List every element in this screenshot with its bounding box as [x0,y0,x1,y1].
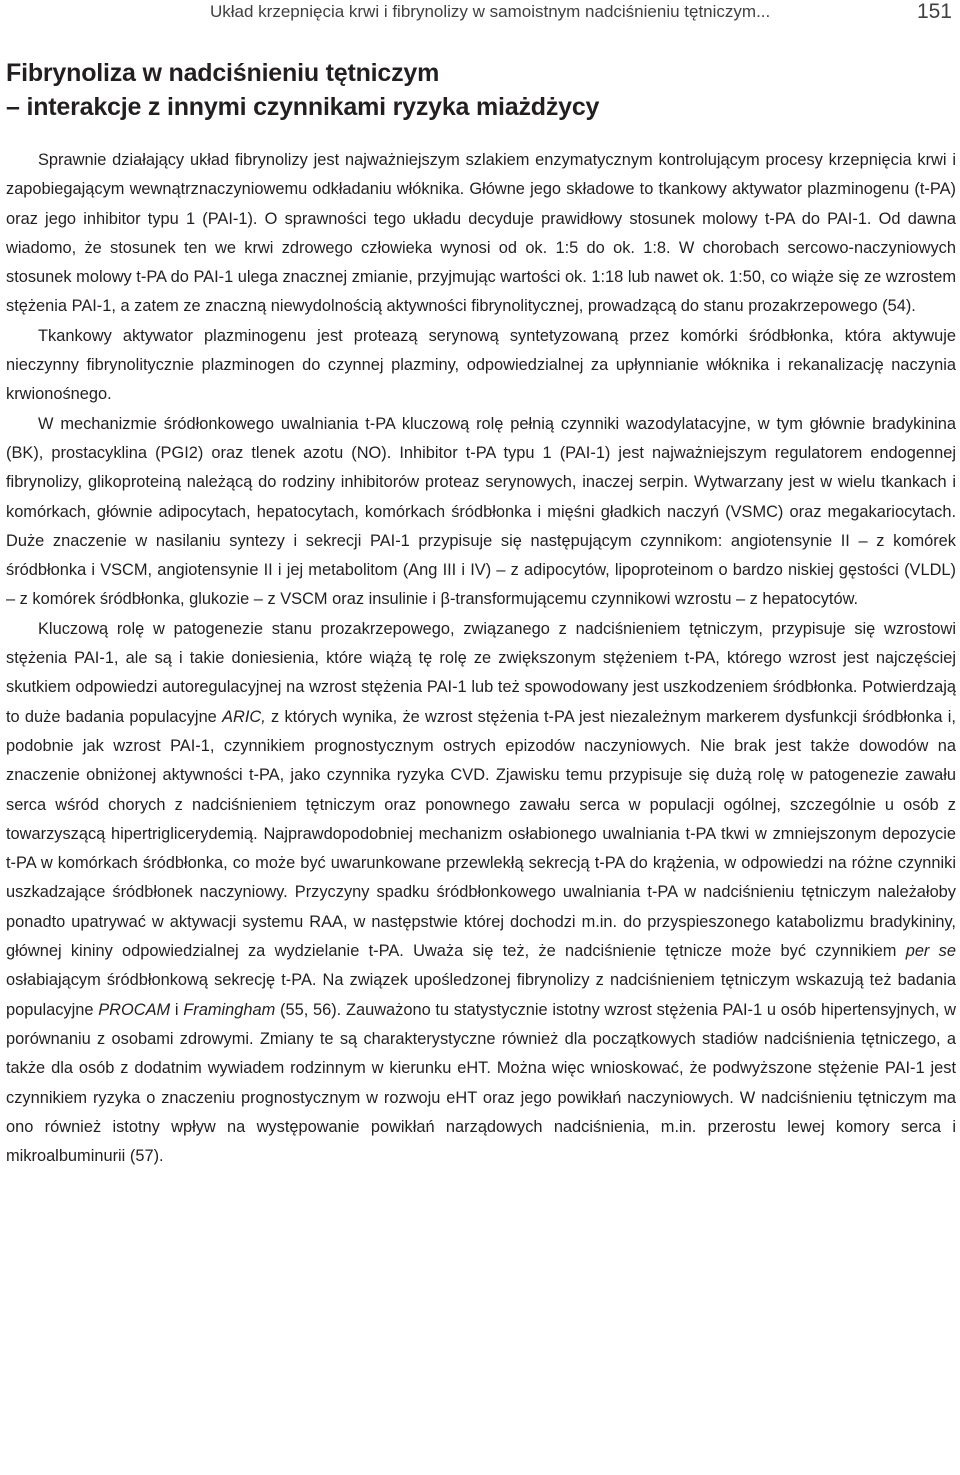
italic-text: Framingham [183,1000,276,1019]
page-number: 151 [916,0,952,23]
running-header [0,0,956,26]
section-title-line-1: Fibrynoliza w nadciśnieniu tętniczym [6,59,440,87]
paragraph [6,322,956,410]
text-run: Sprawnie działający układ fibrynolizy jest najważniejszym szlakiem enzymatycznym kontrolującym procesy krzepnięcia krwi i zapobiegającym wewnątrznaczyniowemu odkładaniu włóknika. Główne jego składowe to tkankowy aktywator plazminogenu (t-PA) oraz jego inhibitor typu 1 (PAI-1). O sprawności tego układu decyduje prawidłowy stosunek molowy t-PA do PAI-1. Od dawna wiadomo, że stosunek ten we krwi zdrowego człowieka wynosi od ok. 1:5 do ok. 1:8. W chorobach sercowo-naczyniowych stosunek molowy t-PA do PAI-1 ulega znacznej zmianie, przyjmując wartości ok. 1:18 lub nawet ok. 1:50, co wiąże się ze wzrostem stężenia PAI-1, a zatem ze znaczną niewydolnością aktywności fibrynolitycznej, prowadzącą do stanu prozakrzepowego (54). [6,151,956,316]
text-run: z których wynika, że wzrost stężenia t-PA jest niezależnym markerem dysfunkcji śródbłonka i, podobnie jak wzrost PAI-1, czynnikiem prognostycznym ostrych epizodów naczyniowych. Nie brak jest także dowodów na znaczenie obniżonej aktywności t-PA, jako czynnika ryzyka CVD. Zjawisku temu przypisuje się dużą rolę w patogenezie zawału serca wśród chorych z nadciśnieniem tętniczym oraz ponownego zawału serca w populacji ogólnej, szczególnie u osób z towarzyszącą hipertriglicerydemią. Najprawdopodobniej mechanizm osłabionego uwalniania t-PA tkwi w zmniejszonym depozycie t-PA w komórkach śródbłonka, co może być uwarunkowane przewlekłą sekrecją t-PA do krążenia, w odpowiedzi na różne czynniki uszkadzające śródbłonek naczyniowy. Przyczyny spadku śródbłonkowego uwalniania t-PA w nadciśnieniu tętniczym należałoby ponadto upatrywać w aktywacji systemu RAA, w następstwie której dochodzi m.in. do przyspieszonego katabolizmu bradykininy, głównej kininy odpowiedzialnej za wydzielanie t-PA. Uważa się też, że nadciśnienie tętnicze może być czynnikiem [6,707,956,961]
body-text [6,146,956,1171]
italic-text: ARIC, [222,707,266,726]
text-run: osłabiającym śródbłonkową sekrecję t-PA. Na związek upośledzonej fibrynolizy z nadciśnieniem tętniczym wskazują też badania populacyjne [6,971,956,1019]
italic-text: PROCAM [98,1000,171,1019]
text-run: Kluczową rolę w patogenezie stanu prozakrzepowego, związanego z nadciśnieniem tętniczym, przypisuje się wzrostowi stężenia PAI-1, ale są i takie doniesienia, które wiążą tę rolę ze zwiększonym stężeniem t-PA, którego wzrost jest najczęściej skutkiem odpowiedzi autoregulacyjnej na wzrost stężenia PAI-1 lub też spowodowany jest uszkodzeniem śródbłonka. Potwierdzają to duże badania populacyjne [6,619,956,726]
running-title: Układ krzepnięcia krwi i fibrynolizy w samoistnym nadciśnieniu tętniczym... [210,2,771,21]
text-run: Tkankowy aktywator plazminogenu jest proteazą serynową syntetyzowaną przez komórki śródbłonka, która aktywuje nieczynny fibrynolitycznie plazminogen do czynnej plazminy, odpowiedzialnej za upłynnianie włóknika i rekanalizację naczynia krwionośnego. [6,326,956,404]
section-title-line-2: – interakcje z innymi czynnikami ryzyka miażdżycy [6,93,600,121]
paragraph [6,146,956,322]
paragraph [6,615,956,1172]
paragraph [6,410,956,615]
italic-text: per se [905,942,956,961]
text-run: W mechanizmie śródłonkowego uwalniania t-PA kluczową rolę pełnią czynniki wazodylatacyjne, w tym głównie bradykinina (BK), prostacyklina (PGI2) oraz tlenek azotu (NO). Inhibitor t-PA typu 1 (PAI-1) jest najważniejszym regulatorem endogennej fibrynolizy, glikoproteiną należącą do rodziny inhibitorów proteaz serynowych, inaczej serpin. Wytwarzany jest w wielu tkankach i komórkach, głównie adipocytach, hepatocytach, komórkach śródbłonka i mięśni gładkich naczyń (VSMC) oraz megakariocytach. Duże znaczenie w nasilaniu syntezy i sekrecji PAI-1 przypisuje się następującym czynnikom: angiotensynie II – z komórek śródbłonka i VSCM, angiotensynie II i jej metabolitom (Ang III i IV) – z adipocytów, lipoproteinom o bardzo niskiej gęstości (VLDL) – z komórek śródbłonka, glukozie – z VSCM oraz insulinie i β-transformującemu czynnikowi wzrostu – z hepatocytów. [6,414,956,609]
section-title [6,56,599,124]
text-run: i [170,1000,184,1019]
text-run: (55, 56). Zauważono tu statystycznie istotny wzrost stężenia PAI-1 u osób hipertensyjnych, w porównaniu z osobami zdrowymi. Zmiany te są charakterystyczne również dla początkowych stadiów nadciśnienia tętniczego, a także dla osób z dodatnim wywiadem rodzinnym w kierunku eHT. Można więc wnioskować, że podwyższone stężenie PAI-1 jest czynnikiem ryzyka o znaczeniu prognostycznym w rozwoju eHT oraz jego powikłań naczyniowych. W nadciśnieniu tętniczym ma ono również istotny wpływ na występowanie powikłań narządowych nadciśnienia, m.in. przerostu lewej komory serca i mikroalbuminurii (57). [6,1000,956,1166]
